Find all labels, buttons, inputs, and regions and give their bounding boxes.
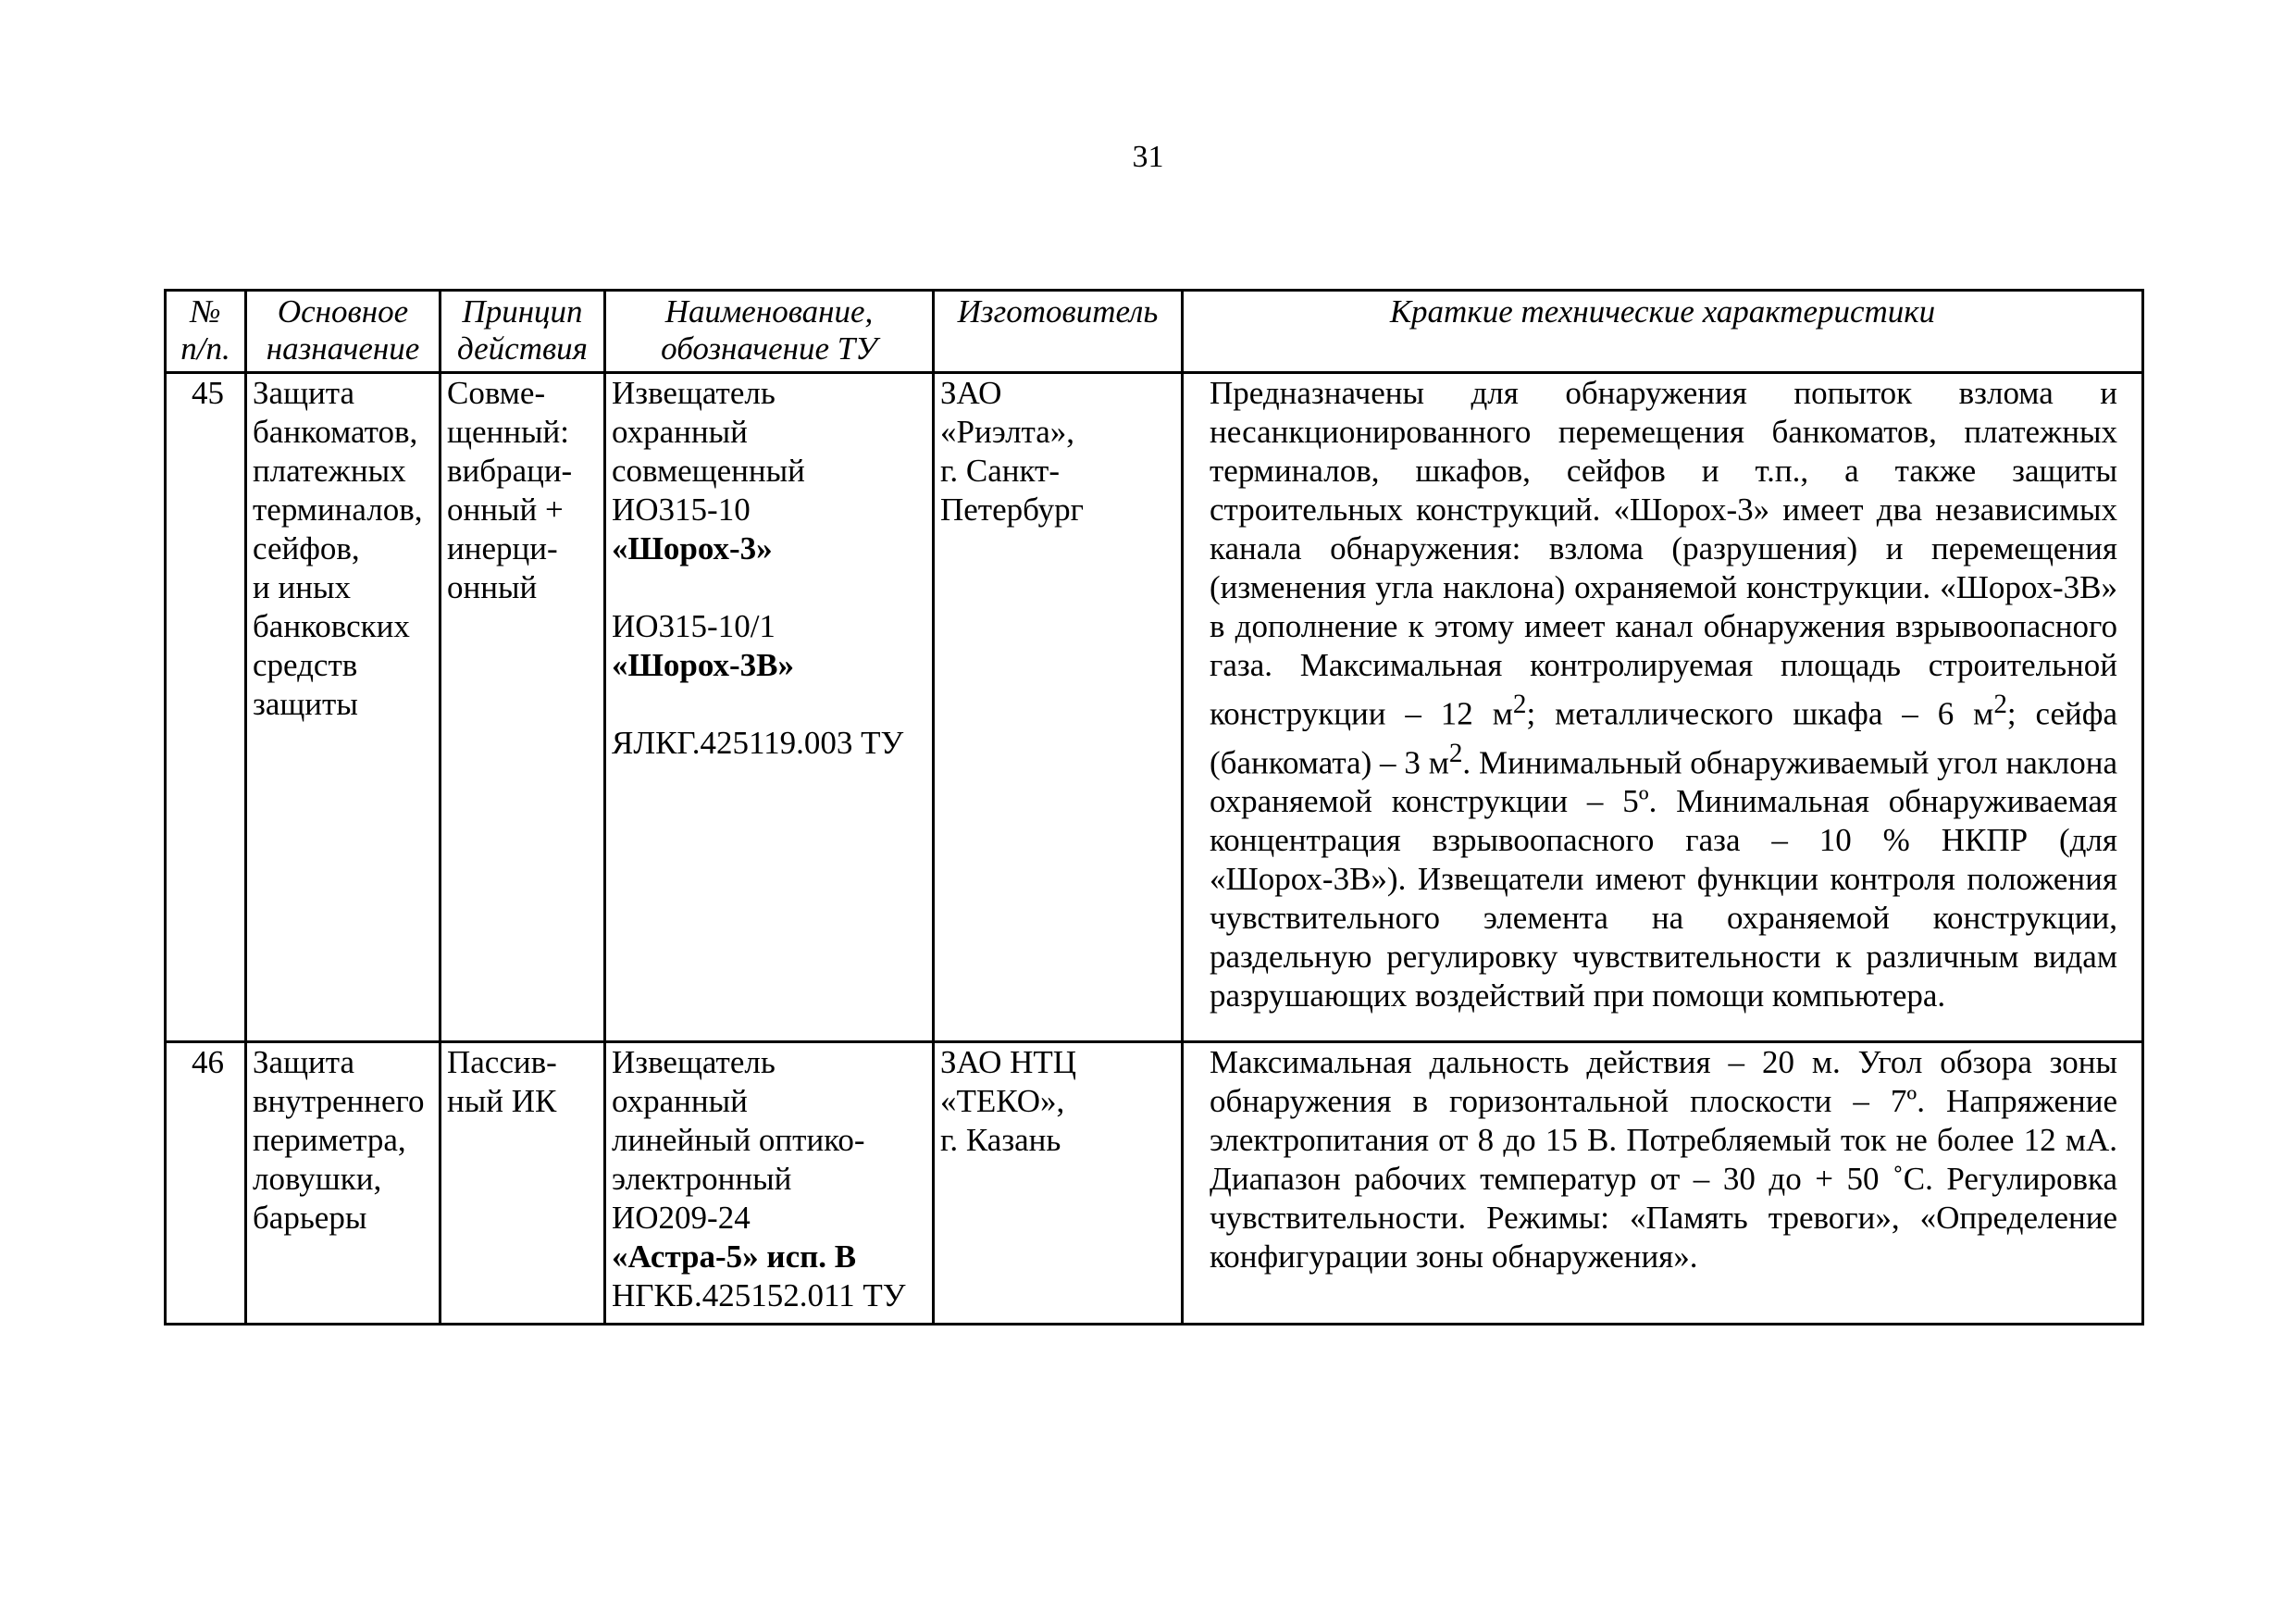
tech-spec-code: ЯЛКГ.425119.003 ТУ <box>612 725 904 761</box>
row-number: 45 <box>166 373 246 1042</box>
row-principle: Пассив- ный ИК <box>441 1042 605 1325</box>
header-manufacturer: Изготовитель <box>934 291 1183 373</box>
row-principle: Совме- щенный: вибраци- онный + инерци- онный <box>441 373 605 1042</box>
row-device-name: Извещатель охранный линейный оптико- электронный ИО209-24 «Астра-5» исп. В НГКБ.425152.011 ТУ <box>605 1042 934 1325</box>
row-characteristics: Максимальная дальность действия – 20 м. Угол обзора зоны обнаружения в горизонтальной плоскости – 7º. Напряжение электропитания от 8 до 15 В. Потребляемый ток не более 12 мА. Диапазон рабочих температур от – 30 до + 50 ˚С. Регулировка чувствительности. Режимы: «Память тревоги», «Определение конфигурации зоны обнаружения». <box>1183 1042 2143 1325</box>
row-device-name: Извещатель охранный совмещенный ИО315-10 «Шорох-3» ИО315-10/1 «Шорох-3В» ЯЛКГ.425119.003 ТУ <box>605 373 934 1042</box>
tech-spec-code: НГКБ.425152.011 ТУ <box>612 1277 906 1313</box>
model-name: «Шорох-3В» <box>612 647 795 683</box>
row-characteristics: Предназначены для обнаружения попыток взлома и несанкционированного перемещения банкоматов, платежных терминалов, шкафов, сейфов и т.п., а также защиты строительных конструкций. «Шорох-3» имеет два независимых канала обнаружения: взлома (разрушения) и перемещения (изменения угла наклона) охраняемой конструкции. «Шорох-3В» в дополнение к этому имеет канал обнаружения взрывоопасного газа. Максимальная контролируемая площадь строительной конструкции – 12 $м^2$; металлического шкафа – 6 $м^2$; сейфа (банкомата) – 3 $м^2$. Минимальный обнаруживаемый угол наклона охраняемой конструкции – 5º. Минимальная обнаруживаемая концентрация взрывоопасного газа – 10 % НКПР (для «Шорох-3В»). Извещатели имеют функции контроля положения чувствительного элемента на охраняемой конструкции, раздельную регулировку чувствительности к различным видам разрушающих воздействий при помощи компьютера. <box>1183 373 2143 1042</box>
row-purpose: Защита банкоматов, платежных терминалов, сейфов, и иных банковских средств защиты <box>246 373 441 1042</box>
table-header-row <box>166 291 2143 373</box>
header-purpose: Основное назначение <box>246 291 441 373</box>
row-manufacturer: ЗАО «Риэлта», г. Санкт- Петербург <box>934 373 1183 1042</box>
row-purpose: Защита внутреннего периметра, ловушки, барьеры <box>246 1042 441 1325</box>
model-name: «Шорох-3» <box>612 530 773 566</box>
header-name: Наименование, обозначение ТУ <box>605 291 934 373</box>
row-number: 46 <box>166 1042 246 1325</box>
page-number: 31 <box>1132 140 1164 174</box>
header-characteristics: Краткие технические характеристики <box>1183 291 2143 373</box>
table-row <box>166 1042 2143 1325</box>
specifications-table <box>164 289 2144 1326</box>
header-principle: Принцип действия <box>441 291 605 373</box>
model-name: «Астра-5» исп. В <box>612 1238 857 1275</box>
table-row <box>166 373 2143 1042</box>
row-manufacturer: ЗАО НТЦ «ТЕКО», г. Казань <box>934 1042 1183 1325</box>
header-number: № п/п. <box>166 291 246 373</box>
